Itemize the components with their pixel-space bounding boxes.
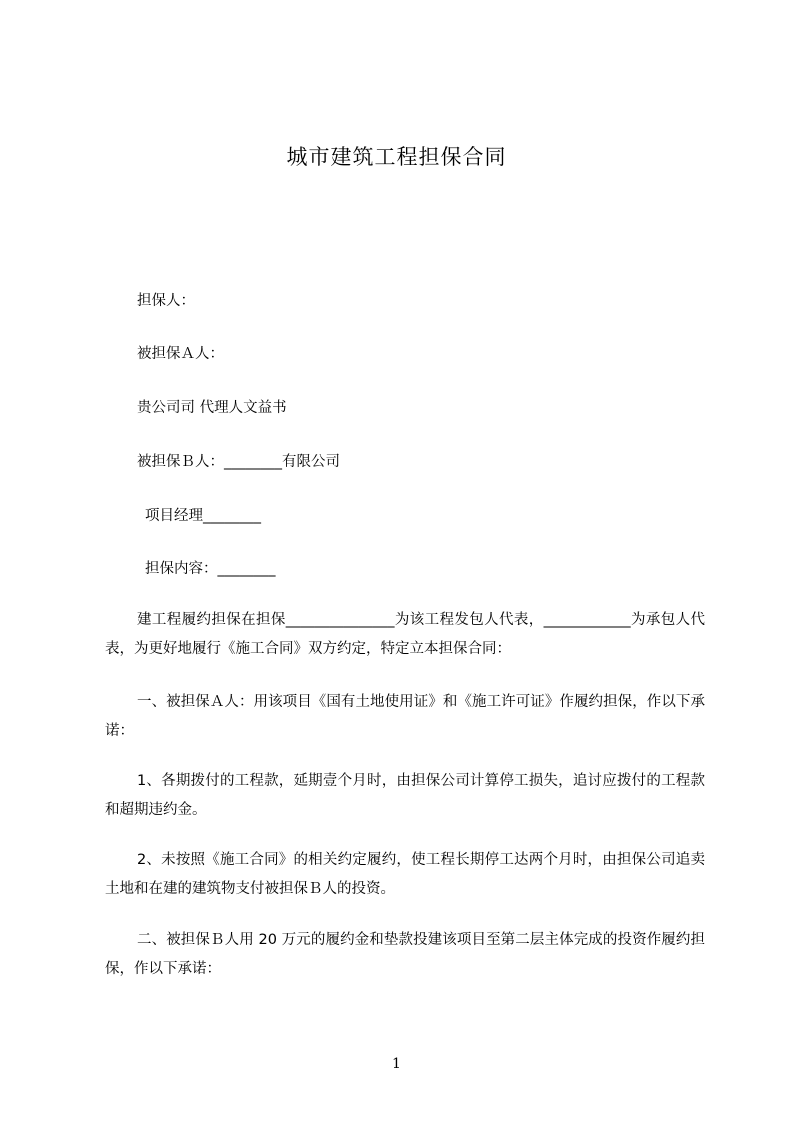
section-two-paragraph: 二、被担保Ｂ人用 20 万元的履约金和垫款投建该项目至第二层主体完成的投资作履约担保，作以下承诺： — [105, 932, 705, 977]
item-two-paragraph: 2、未按照《施工合同》的相关约定履约，使工程长期停工达两个月时，由担保公司追卖土地和在建的建筑物支付被担保Ｂ人的投资。 — [105, 852, 705, 897]
page-number: 1 — [392, 1056, 401, 1072]
guarantor-field: 担保人： — [137, 293, 195, 309]
section-one-paragraph: 一、被担保Ａ人：用该项目《国有土地使用证》和《施工许可证》作履约担保，作以下承诺： — [105, 694, 705, 739]
project-manager-field: 项目经理________ — [145, 508, 261, 524]
intro-paragraph: 建工程履约担保在担保_______________为该工程发包人代表，____________为承包人代表，为更好地履行《施工合同》双方约定，特定立本担保合同： — [105, 612, 705, 657]
guarantee-content-field: 担保内容：________ — [145, 561, 276, 577]
document-title: 城市建筑工程担保合同 — [286, 145, 507, 169]
guaranteed-b-field: 被担保Ｂ人：________有限公司 — [137, 454, 340, 470]
item-one-paragraph: 1、各期拨付的工程款，延期壹个月时，由担保公司计算停工损失，追讨应拨付的工程款和超期违约金。 — [105, 773, 705, 818]
guaranteed-a-field: 被担保Ａ人： — [137, 346, 224, 362]
agent-line: 贵公司司 代理人文益书 — [137, 400, 287, 416]
